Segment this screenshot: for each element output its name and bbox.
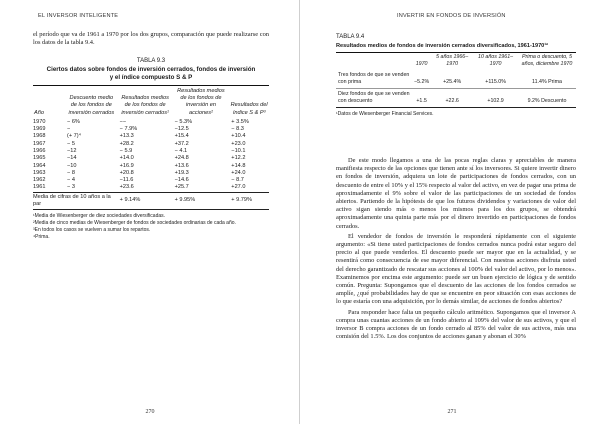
table-cell: +22.6 <box>445 97 459 104</box>
table-cell: − <box>67 126 71 133</box>
table-cell: +19.3 <box>174 169 189 176</box>
table-9-4-title: Resultados medios de fondos de inversión cerrados diversificados, 1961-1970¹² <box>336 43 549 49</box>
table-row <box>33 170 269 177</box>
table-cell: + 3.5% <box>231 118 249 125</box>
table-cell: +13.3 <box>119 133 134 140</box>
table-9-3-title-line1: Ciertos datos sobre fondos de inversión cerrados, fondos de inversión <box>46 66 256 73</box>
table-row-average <box>33 192 269 209</box>
right-page-number: 271 <box>447 409 457 415</box>
table-cell-average: + 9.14% <box>119 197 141 204</box>
table-cell-year: 1969 <box>33 126 46 133</box>
table-cell: 11.4% Prima <box>532 78 562 85</box>
table-cell: − 5 <box>67 140 75 147</box>
table-cell: −− <box>119 118 127 125</box>
table-cell: −11.6 <box>119 177 134 184</box>
table-cell-year: 1962 <box>33 177 46 184</box>
right-running-head: INVERTIR EN FONDOS DE INVERSIÓN <box>397 13 506 19</box>
table-cell: − 4.1 <box>174 148 188 154</box>
table-row <box>336 88 576 107</box>
table-cell: +28.2 <box>119 140 134 147</box>
table-cell: − 7.9% <box>119 126 138 133</box>
table-cell: − 5.9 <box>119 148 133 154</box>
table-9-3-grid <box>33 86 269 209</box>
table-9-3-label: TABLA 9.3 <box>136 58 166 64</box>
table-9-3-header-sp: Resultados del índice S & P³ <box>230 102 268 116</box>
table-cell: +20.8 <box>119 169 134 176</box>
table-cell: +10.4 <box>231 133 246 140</box>
table-cell: − 8.3 <box>231 126 244 133</box>
table-9-4-header-1970: 1970 <box>415 60 428 67</box>
table-cell: − 3 <box>67 184 75 191</box>
table-cell: +27.0 <box>231 184 246 191</box>
table-9-3-header-year: Año <box>34 109 44 116</box>
table-9-3-footnote: ²Media de cinco medias de Wiesenberger de fondos de sociedades ordinarias de cada año. <box>33 220 236 227</box>
table-row <box>33 163 269 170</box>
table-row <box>33 155 269 162</box>
table-row <box>33 133 269 140</box>
left-page-number: 270 <box>145 409 155 415</box>
table-cell: −12.5 <box>174 126 189 133</box>
table-cell: −14.6 <box>174 177 189 184</box>
table-9-4-bottom-rule <box>336 107 576 108</box>
table-9-4-grid <box>336 53 576 107</box>
table-cell: +37.2 <box>174 140 189 147</box>
left-running-head: EL INVERSOR INTELIGENTE <box>38 13 119 19</box>
table-9-3-footnote: ⁴Prima. <box>33 234 50 241</box>
table-cell: (+ 7)⁴ <box>67 133 82 140</box>
table-cell: −10 <box>67 162 77 169</box>
table-cell-year: 1964 <box>33 162 46 169</box>
table-cell: − 6% <box>67 118 80 125</box>
table-row <box>336 70 576 89</box>
table-row <box>33 148 269 155</box>
table-cell-average: + 9.79% <box>231 197 252 204</box>
table-9-4-header-premium: Prima o descuento, 5 años, diciembre 1970 <box>521 54 573 67</box>
table-cell: +12.2 <box>231 155 246 162</box>
table-cell-year: 1961 <box>33 184 46 191</box>
table-cell: − 8.7 <box>231 177 244 184</box>
table-cell: − 4 <box>67 177 75 184</box>
table-cell: +15.4 <box>174 133 189 140</box>
table-row <box>33 184 269 192</box>
table-cell: +13.6 <box>174 162 189 169</box>
table-9-3-header-closed: Resultados medios de los fondos de inversión cerrados¹ <box>121 95 169 116</box>
table-9-4-label: TABLA 9.4 <box>336 34 365 40</box>
table-row <box>33 119 269 126</box>
table-cell: +115.0% <box>485 78 506 85</box>
table-cell: +23.0 <box>231 140 246 147</box>
table-9-4-header-5y: 5 años 1966–1970 <box>436 54 469 67</box>
table-9-4-header-10y: 10 años 1961–1970 <box>478 54 514 67</box>
table-9-3-header-equity: Resultados medios de los fondos de inversión en acciones² <box>177 88 225 116</box>
table-9-3-header-discount: Descuento medio de los fondos de inversión cerrados <box>68 95 115 116</box>
table-9-4-source: ¹Datos de Wiesenberger Financial Services. <box>336 110 434 117</box>
right-paragraph-3: Para responder hace falta un pequeño cálculo aritmético. Supongamos que el inversor A compra unas cuantas acciones de un fondo abierto al 109% del valor de sus activos, y que el inversor B compra acciones de un fondo cerrado al 85% del valor de sus activos, más una comisión del 1.5%. Los dos conjuntos de acciones ganan y abonan el 30% <box>336 308 576 341</box>
table-cell-year: 1966 <box>33 148 46 154</box>
table-cell: +14.0 <box>119 155 134 162</box>
table-9-3-bottom-rule <box>33 209 269 210</box>
table-cell: −5.2% <box>414 78 430 85</box>
table-cell-label: Tres fondos de que se venden con prima <box>338 71 410 85</box>
table-9-3-footnote: ¹Media de Wiesenberger de diez sociedades diversificadas. <box>33 213 166 220</box>
table-cell: +23.6 <box>119 184 134 191</box>
table-cell-average: + 9.95% <box>174 197 196 204</box>
left-intro-text: el período que va de 1961 a 1970 por los dos grupos, comparación que puede realizarse con los datos de la tabla 9.4. <box>33 31 269 47</box>
table-cell-year: 1967 <box>33 140 46 147</box>
table-cell: +25.7 <box>174 184 189 191</box>
table-cell-year: 1968 <box>33 133 46 140</box>
table-row <box>33 141 269 148</box>
table-cell-average-label: Media de cifras de 10 años a la par <box>33 193 111 208</box>
table-cell-year: 1963 <box>33 169 46 176</box>
table-cell: +25.4% <box>443 78 462 85</box>
table-cell: +24.8 <box>174 155 189 162</box>
table-cell: +1.5 <box>416 97 427 104</box>
table-cell: −12 <box>67 148 77 154</box>
table-cell: −10.1 <box>231 148 246 154</box>
table-cell-label: Diez fondos de que se venden con descuento <box>338 90 410 104</box>
right-paragraph-2: El vendedor de fondos de inversión le responderá rápidamente con el siguiente argumento: «Si tiene usted participaciones de fondos cerrados nunca podrá estar seguro del precio al que puede venderlos. El descuento puede ser mayor que en la actualidad, y se resentirá como consecuencia de ese mayor diferencial. Con nuestras acciones disfruta usted del derecho garantizado de rescatar sus acciones al 100% del valor del activo, por lo menos». Examinemos por encima este argumento: puede ser un buen ejercicio de lógica y de sentido común. Pregunta: Supongamos que el descuento de las acciones de los fondos cerrados se amplíe, ¿qué probabilidades hay de que se encuentre en peor situación con esas acciones de lo que estaría con una adquisición, por lo demás similar, de acciones de fondos abiertos? <box>336 232 576 306</box>
table-cell-year: 1970 <box>33 118 46 125</box>
table-9-4-header-blank <box>336 53 412 70</box>
right-paragraph-1: De este modo llegamos a una de las pocas reglas claras y apreciables de manera manifiesta respecto de las opciones que tienen ante sí los inversores. Si quiere invertir dinero en fondos de inversión, adquiera un lote de participaciones de fondos cerrados, con un descuento de entre el 10% y el 15% respecto al valor del activo, en vez de pagar una prima de aproximadamente el 9% sobre el valor de las participaciones de un sociedad de fondos abiertos. Partiendo de la hipótesis de que los futuros dividendos y variaciones de valor del activo sigan siendo más o menos los mismos para los dos grupos, se obtendrá aproximadamente una quinta parte más por el dinero invertido en participaciones de fondos cerrados. <box>336 157 576 230</box>
table-cell: +102.9 <box>487 97 504 104</box>
table-9-3 <box>33 58 269 241</box>
table-cell: +16.9 <box>119 162 134 169</box>
table-9-3-title-line2: y el índice compuesto S & P <box>109 74 193 81</box>
table-9-3-footnote: ³En todos los casos se vuelven a sumar los repartos. <box>33 227 151 234</box>
table-cell: − 5.3% <box>174 118 193 125</box>
table-9-4 <box>336 34 576 117</box>
table-9-3-header-row <box>33 86 269 119</box>
table-cell-year: 1965 <box>33 155 46 162</box>
table-cell: −14 <box>67 155 77 162</box>
table-9-3-footnotes <box>33 213 269 241</box>
table-cell: − 8 <box>67 169 75 176</box>
table-row <box>33 177 269 184</box>
table-cell: +24.0 <box>231 169 246 176</box>
right-body <box>336 157 576 341</box>
table-9-4-header-row <box>336 53 576 70</box>
table-cell: +14.8 <box>231 162 246 169</box>
table-cell: 9.2% Descuento <box>527 97 567 104</box>
